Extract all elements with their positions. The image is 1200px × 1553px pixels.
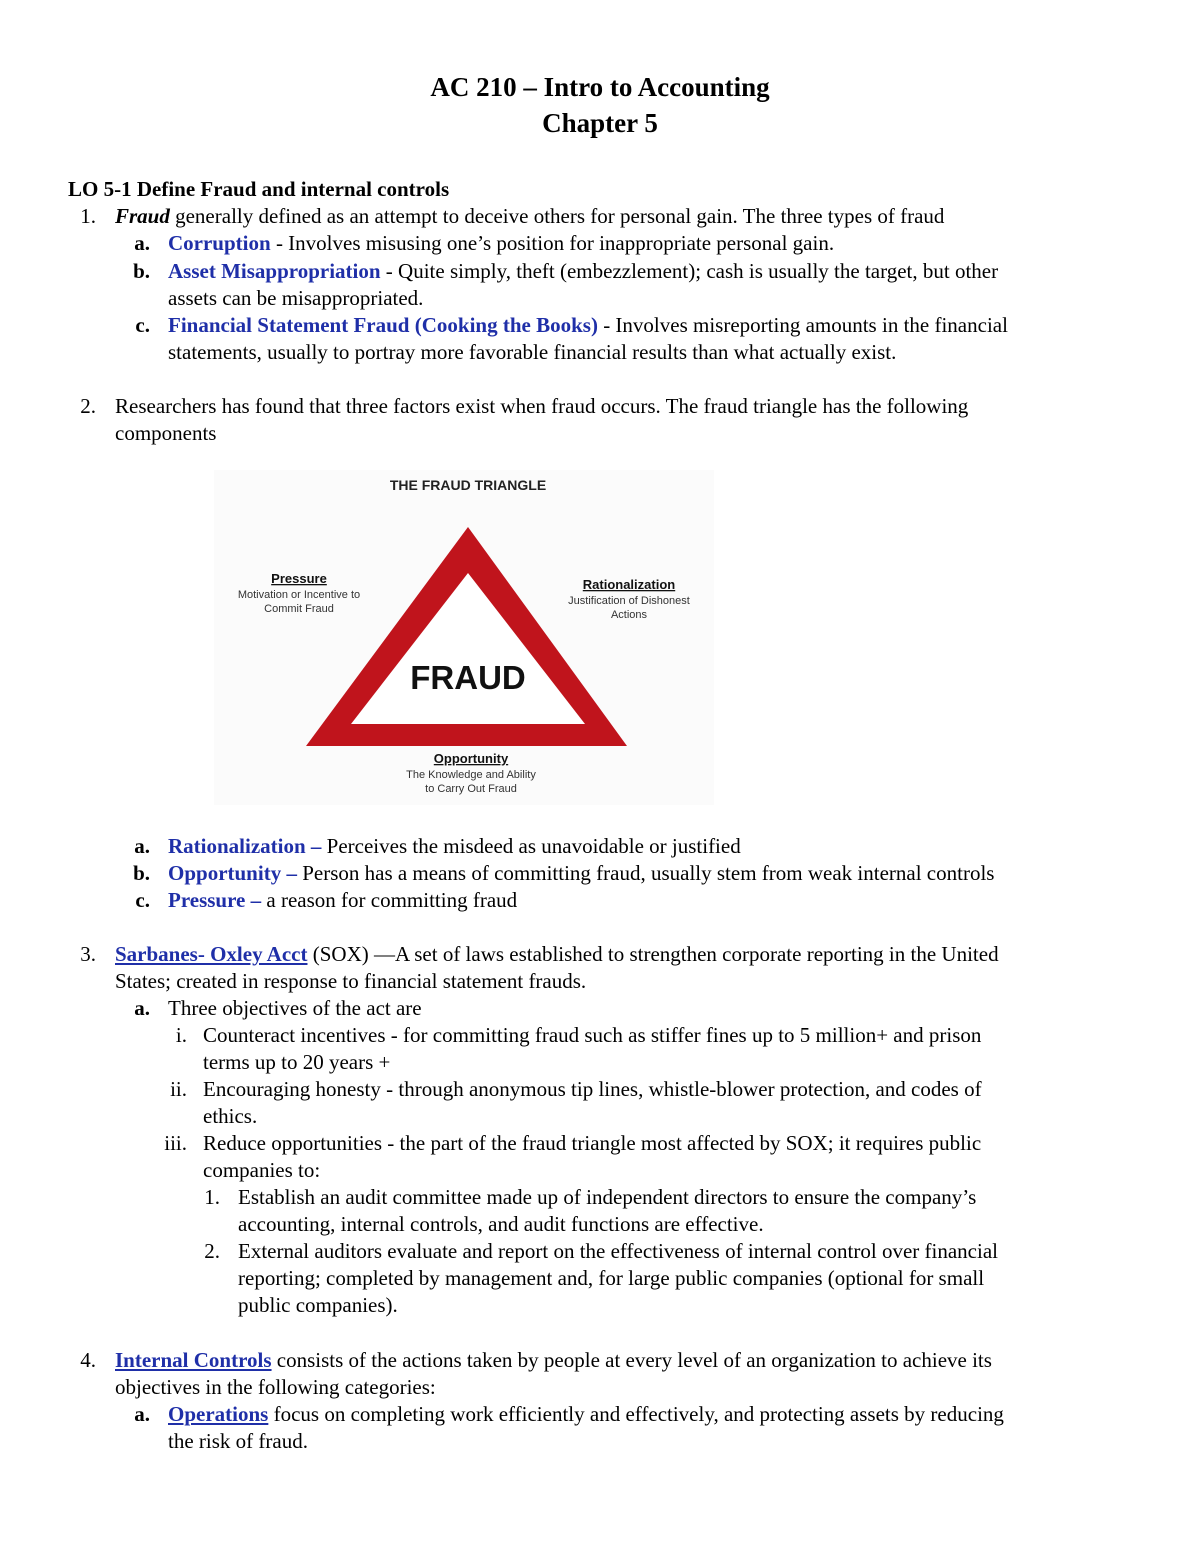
internal-controls-line	[115, 1347, 992, 1374]
fs-fraud-line	[168, 312, 1008, 339]
item-number: 2.	[80, 394, 96, 418]
section-heading: LO 5-1 Define Fraud and internal controls	[68, 177, 450, 201]
objective-ii-cont: ethics.	[203, 1104, 258, 1128]
sub-sub-label: 1.	[204, 1185, 220, 1209]
fraud-definition: generally defined as an attempt to deceive others for personal gain. The three types of fraud	[169, 204, 945, 228]
course-title: AC 210 – Intro to Accounting	[430, 72, 770, 102]
objective-i-cont: terms up to 20 years +	[203, 1050, 391, 1074]
requirement-2-cont-2: public companies).	[238, 1293, 398, 1317]
rationalization-term: Rationalization –	[168, 834, 322, 858]
internal-controls-cont: objectives in the following categories:	[115, 1375, 436, 1399]
sub-label: c.	[135, 313, 150, 337]
opportunity-desc-1: The Knowledge and Ability	[406, 769, 536, 781]
requirement-2-cont-1: reporting; completed by management and, for large public companies (optional for small	[238, 1266, 985, 1290]
opportunity-term: Opportunity –	[168, 861, 297, 885]
corruption-text: - Involves misusing one’s position for inappropriate personal gain.	[270, 231, 835, 255]
requirement-1-cont: accounting, internal controls, and audit functions are effective.	[238, 1212, 764, 1236]
fraud-triangle-figure	[214, 470, 714, 805]
sox-line	[115, 941, 999, 968]
fs-fraud-cont: statements, usually to portray more favorable financial results than what actually exist.	[168, 340, 897, 364]
pressure-desc-1: Motivation or Incentive to	[237, 589, 361, 601]
operations-line	[168, 1401, 1004, 1428]
triangle-title: THE FRAUD TRIANGLE	[389, 477, 547, 493]
sub-label: b.	[133, 861, 150, 885]
pressure-title: Pressure	[271, 571, 327, 586]
sub-label: a.	[134, 231, 150, 255]
sub-sub-label: 2.	[204, 1239, 220, 1263]
sox-cont: States; created in response to financial statement frauds.	[115, 969, 587, 993]
operations-text: focus on completing work efficiently and effectively, and protecting assets by reducing	[268, 1402, 1004, 1426]
opportunity-desc-2: to Carry Out Fraud	[425, 783, 517, 795]
asset-misappropriation-term: Asset Misappropriation	[168, 259, 381, 283]
asset-misappropriation-line	[168, 258, 998, 285]
fraud-term: Fraud	[115, 204, 170, 228]
sub-label: a.	[134, 996, 150, 1020]
roman-label: iii.	[164, 1131, 187, 1155]
sox-text: (SOX) —A set of laws established to strengthen corporate reporting in the United	[307, 942, 999, 966]
sub-label: c.	[135, 888, 150, 912]
pressure-desc-2: Commit Fraud	[264, 603, 334, 615]
roman-label: i.	[175, 1023, 187, 1047]
pressure-term: Pressure –	[168, 888, 262, 912]
sox-objectives-intro: Three objectives of the act are	[168, 996, 422, 1020]
sub-label: b.	[133, 259, 150, 283]
fs-fraud-text: - Involves misreporting amounts in the financial	[597, 313, 1008, 337]
asset-misappropriation-text: - Quite simply, theft (embezzlement); cash is usually the target, but other	[380, 259, 999, 283]
rationalization-title: Rationalization	[582, 577, 676, 592]
sub-label: a.	[134, 1402, 150, 1426]
item-number: 4.	[80, 1348, 96, 1372]
chapter-title: Chapter 5	[542, 108, 658, 138]
triangle-center-label: FRAUD	[410, 659, 526, 696]
fraud-triangle-svg	[214, 470, 714, 805]
pressure-text: a reason for committing fraud	[261, 888, 518, 912]
rationalization-desc-1: Justification of Dishonest	[568, 595, 690, 607]
sub-label: a.	[134, 834, 150, 858]
internal-controls-term: Internal Controls	[115, 1348, 272, 1372]
roman-label: ii.	[170, 1077, 187, 1101]
opportunity-title: Opportunity	[433, 751, 509, 766]
item2-line: Researchers has found that three factors exist when fraud occurs. The fraud triangle has the following	[115, 394, 969, 418]
item2-cont: components	[115, 421, 217, 445]
asset-misappropriation-cont: assets can be misappropriated.	[168, 286, 424, 310]
rationalization-line	[168, 833, 741, 860]
item1-line	[115, 203, 944, 230]
fs-fraud-term: Financial Statement Fraud (Cooking the Books)	[168, 313, 598, 337]
objective-iii-cont: companies to:	[203, 1158, 321, 1182]
requirement-1-text: Establish an audit committee made up of independent directors to ensure the company’s	[238, 1185, 977, 1209]
rationalization-desc-2: Actions	[610, 609, 648, 621]
objective-i-text: Counteract incentives - for committing fraud such as stiffer fines up to 5 million+ and prison	[203, 1023, 982, 1047]
opportunity-line	[168, 860, 994, 887]
opportunity-text: Person has a means of committing fraud, usually stem from weak internal controls	[296, 861, 995, 885]
objective-iii-text: Reduce opportunities - the part of the fraud triangle most affected by SOX; it requires public	[203, 1131, 982, 1155]
operations-term: Operations	[168, 1402, 269, 1426]
pressure-line	[168, 887, 517, 914]
rationalization-text: Perceives the misdeed as unavoidable or justified	[321, 834, 741, 858]
item-number: 3.	[80, 942, 96, 966]
corruption-line	[168, 230, 834, 257]
objective-ii-text: Encouraging honesty - through anonymous tip lines, whistle-blower protection, and codes of	[203, 1077, 982, 1101]
internal-controls-text: consists of the actions taken by people at every level of an organization to achieve its	[271, 1348, 992, 1372]
item-number: 1.	[80, 204, 96, 228]
operations-cont: the risk of fraud.	[168, 1429, 308, 1453]
corruption-term: Corruption	[168, 231, 271, 255]
requirement-2-text: External auditors evaluate and report on the effectiveness of internal control over financial	[238, 1239, 998, 1263]
sox-term: Sarbanes- Oxley Acct	[115, 942, 308, 966]
